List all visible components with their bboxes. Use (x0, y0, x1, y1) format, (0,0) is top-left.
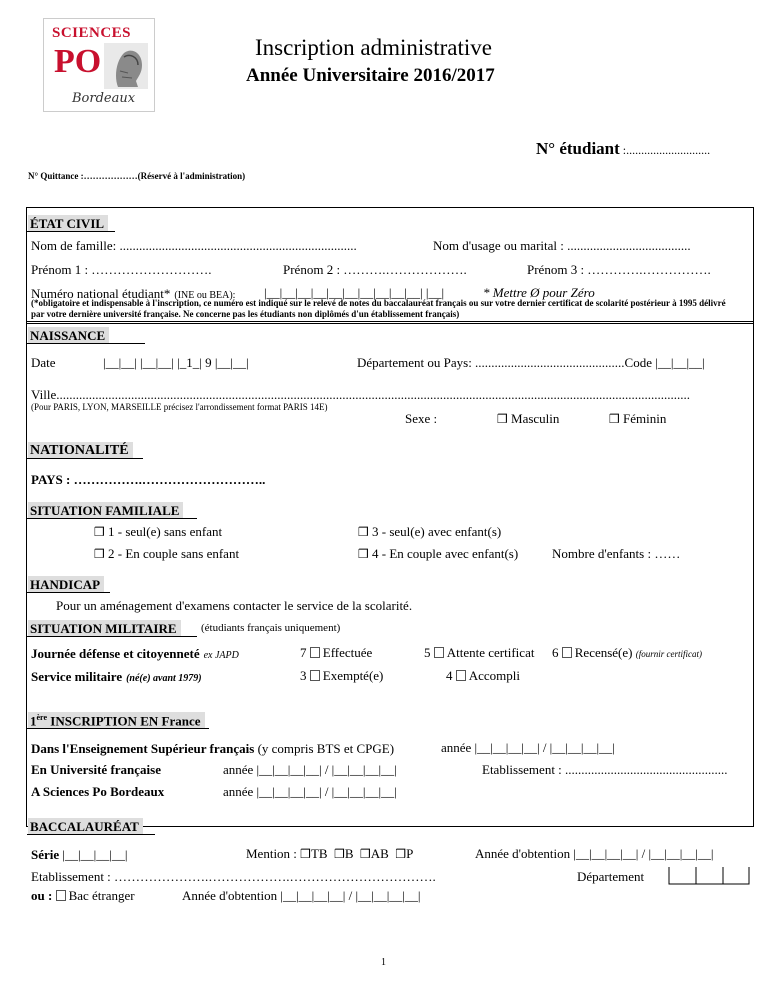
sexe-label: Sexe : (405, 411, 438, 426)
option-label: Exempté(e) (322, 668, 384, 683)
option-code: 4 (446, 668, 453, 683)
checkbox-icon[interactable]: ❒ (334, 847, 345, 861)
univ-annee-field[interactable]: année |__|__|__|__| / |__|__|__|__| (223, 762, 397, 777)
option-label: 2 - En couple sans enfant (108, 546, 240, 561)
bac-dept-boxes[interactable] (668, 867, 750, 884)
militaire-note: (étudiants français uniquement) (201, 622, 341, 634)
checkbox-icon[interactable]: ❒ (300, 847, 311, 861)
bac-obtention-field[interactable]: Année d'obtention |__|__|__|__| / |__|__|__|__| (475, 846, 714, 861)
militaire-option-4[interactable] (446, 668, 520, 684)
option-label: Effectuée (322, 645, 373, 660)
birth-date-boxes[interactable]: |__|__| |__|__| |_1_| 9 |__|__| (103, 355, 249, 370)
heading-sup: ère (36, 713, 48, 722)
page-title: Inscription administrative (255, 35, 492, 60)
checkbox-icon[interactable]: ❒ (358, 547, 369, 561)
checkbox-icon[interactable]: ❒ (94, 525, 105, 539)
dept-boxes-graphic (668, 867, 750, 885)
option-label: 1 - seul(e) sans enfant (108, 524, 223, 539)
handicap-text: Pour un aménagement d'examens contacter le service de la scolarité. (56, 598, 413, 613)
serie-boxes[interactable]: |__|__|__|__| (59, 847, 128, 862)
logo-text-bordeaux: Bordeaux (72, 91, 136, 106)
option-label: Recensé(e) (574, 645, 633, 660)
militaire-option-7[interactable] (300, 645, 372, 661)
scpo-label: A Sciences Po Bordeaux (31, 784, 165, 799)
heading-part: INSCRIPTION EN France (47, 713, 201, 729)
situation-militaire-heading: SITUATION MILITAIRE (28, 620, 181, 637)
militaire-option-6[interactable] (552, 645, 702, 661)
feminin-label: Féminin (623, 411, 667, 426)
jdc-label: Journée défense et citoyenneté (31, 646, 200, 661)
ine-footnote: (*obligatoire et indispensable à l'inscription, ce numéro est indiqué sur le relevé de notes du baccalauréat français ou sur votre dernier certificat de scolarité postérieur à 1995 délivré par votre dernière université française. Ne concerne pas les étudiants non diplômés d'un établissement français) (31, 298, 726, 319)
mention-tb: TB (310, 846, 328, 861)
familiale-option-2[interactable] (94, 546, 239, 562)
ine-input-boxes[interactable]: |__|__|__|__|__|__|__|__|__|__| |__| (264, 285, 445, 300)
pays-field[interactable]: PAYS : …………….……………………….. (31, 472, 266, 487)
option-label: 4 - En couple avec enfant(s) (372, 546, 519, 561)
heading-underline (27, 343, 145, 344)
checkbox-icon[interactable]: ❒ (358, 525, 369, 539)
jdc-ex-note: ex JAPD (203, 650, 239, 661)
heading-underline (27, 458, 143, 459)
heading-underline (27, 592, 110, 593)
sup-note: (y compris BTS et CPGE) (254, 741, 395, 756)
portrait-engraving-icon (104, 43, 148, 89)
sciences-po-bordeaux-logo (43, 18, 155, 112)
checkbox-icon[interactable] (56, 890, 66, 901)
option-code: 7 (300, 645, 307, 660)
birth-city-note: (Pour PARIS, LYON, MARSEILLE précisez l'arrondissement format PARIS 14E) (31, 402, 328, 412)
checkbox-icon[interactable]: ❒ (497, 412, 508, 426)
checkbox-icon[interactable] (456, 670, 466, 681)
premiere-inscription-heading (28, 712, 205, 729)
militaire-option-3[interactable] (300, 668, 383, 684)
familiale-option-4[interactable] (358, 546, 518, 562)
heading-underline (27, 518, 197, 519)
bac-dept-label: Département (577, 869, 645, 884)
serie-row[interactable] (31, 846, 127, 864)
ine-label: Numéro national étudiant* (31, 286, 171, 301)
univ-label: En Université française (31, 762, 161, 777)
univ-etab-field[interactable]: Etablissement : .................................................. (482, 762, 728, 777)
masculin-label: Masculin (511, 411, 560, 426)
option-label: 3 - seul(e) avec enfant(s) (372, 524, 502, 539)
checkbox-icon[interactable] (310, 647, 320, 658)
option-code: 3 (300, 668, 307, 683)
service-note: (né(e) avant 1979) (126, 673, 202, 684)
logo-text-po: PO (54, 43, 102, 80)
sexe-masculin-option[interactable] (497, 411, 559, 427)
ine-small-label: (INE ou BEA): (174, 290, 236, 301)
checkbox-icon[interactable]: ❒ (94, 547, 105, 561)
student-number-dots: :............................ (619, 143, 711, 157)
militaire-option-5[interactable] (424, 645, 534, 661)
quittance-label: N° Quittance :………………(Réservé à l'administration) (28, 171, 246, 181)
checkbox-icon[interactable] (562, 647, 572, 658)
bac-etranger-row[interactable] (31, 888, 135, 904)
heading-underline (27, 728, 209, 729)
handicap-heading: HANDICAP (28, 576, 104, 593)
scpo-annee-field[interactable]: année |__|__|__|__| / |__|__|__|__| (223, 784, 397, 799)
birth-department-field[interactable]: Département ou Pays: ..............................................Code |__|__|__| (357, 355, 705, 370)
checkbox-icon[interactable]: ❒ (395, 847, 407, 861)
option-code: 5 (424, 645, 431, 660)
logo-text-sciences: SCIENCES (52, 25, 132, 41)
familiale-option-1[interactable] (94, 524, 222, 540)
service-row (31, 668, 202, 686)
date-label: Date (31, 355, 56, 370)
sup-label: Dans l'Enseignement Supérieur français (31, 741, 255, 756)
heading-underline (27, 834, 155, 835)
nom-usage-field[interactable]: Nom d'usage ou marital : ...................................... (433, 238, 691, 253)
jdc-row (31, 645, 239, 663)
nationalite-heading: NATIONALITÉ (28, 442, 133, 459)
prenom3-field[interactable]: Prénom 3 : ………….……………. (527, 262, 711, 277)
checkbox-icon[interactable] (434, 647, 444, 658)
option-label: Accompli (468, 668, 521, 683)
mention-ab: AB (370, 846, 389, 861)
familiale-option-3[interactable] (358, 524, 501, 540)
ine-zero-note: * Mettre Ø pour Zéro (483, 285, 595, 300)
bac-etranger-obtention-field[interactable]: Année d'obtention |__|__|__|__| / |__|__|__|__| (182, 888, 421, 903)
situation-familiale-heading: SITUATION FAMILIALE (28, 502, 183, 519)
checkbox-icon[interactable]: ❒ (360, 847, 371, 861)
page-number: 1 (381, 957, 386, 968)
student-number-field[interactable] (536, 139, 710, 159)
serie-label: Série (31, 847, 60, 862)
mention-row (246, 846, 413, 862)
naissance-heading: NAISSANCE (28, 327, 109, 344)
page-subtitle: Année Universitaire 2016/2017 (246, 65, 495, 86)
option-label: Attente certificat (446, 645, 535, 660)
heading-part: 1 (30, 713, 37, 729)
service-label: Service militaire (31, 669, 123, 684)
ou-label: ou : (31, 888, 53, 903)
heading-underline (27, 636, 197, 637)
option-code: 6 (552, 645, 559, 660)
student-number-label: N° étudiant (536, 139, 620, 158)
prenom2-field[interactable]: Prénom 2 : ……….………………. (283, 262, 467, 277)
bac-etab-field[interactable]: Etablissement : ………………….……………….……………………………. (31, 869, 436, 884)
nom-famille-field[interactable]: Nom de famille: ......................................................................... (31, 238, 357, 253)
sup-row (31, 740, 394, 758)
prenom1-field[interactable]: Prénom 1 : ………………………. (31, 262, 212, 277)
sup-annee-field[interactable]: année |__|__|__|__| / |__|__|__|__| (441, 740, 615, 755)
bac-etranger-label: Bac étranger (68, 888, 135, 903)
mention-label: Mention : (246, 846, 297, 861)
heading-underline (27, 231, 115, 232)
checkbox-icon[interactable]: ❒ (609, 412, 620, 426)
birth-city-field[interactable]: Ville................................................................................................................................................................................................... (31, 387, 690, 402)
checkbox-icon[interactable] (310, 670, 320, 681)
mention-p: P (406, 846, 414, 861)
option-note: (fournir certificat) (635, 649, 702, 659)
etat-civil-heading: ÉTAT CIVIL (28, 215, 108, 232)
nombre-enfants-field[interactable]: Nombre d'enfants : …… (552, 546, 681, 561)
sexe-feminin-option[interactable] (609, 411, 666, 427)
bac-heading: BACCALAURÉAT (28, 818, 143, 835)
mention-b: B (344, 846, 354, 861)
